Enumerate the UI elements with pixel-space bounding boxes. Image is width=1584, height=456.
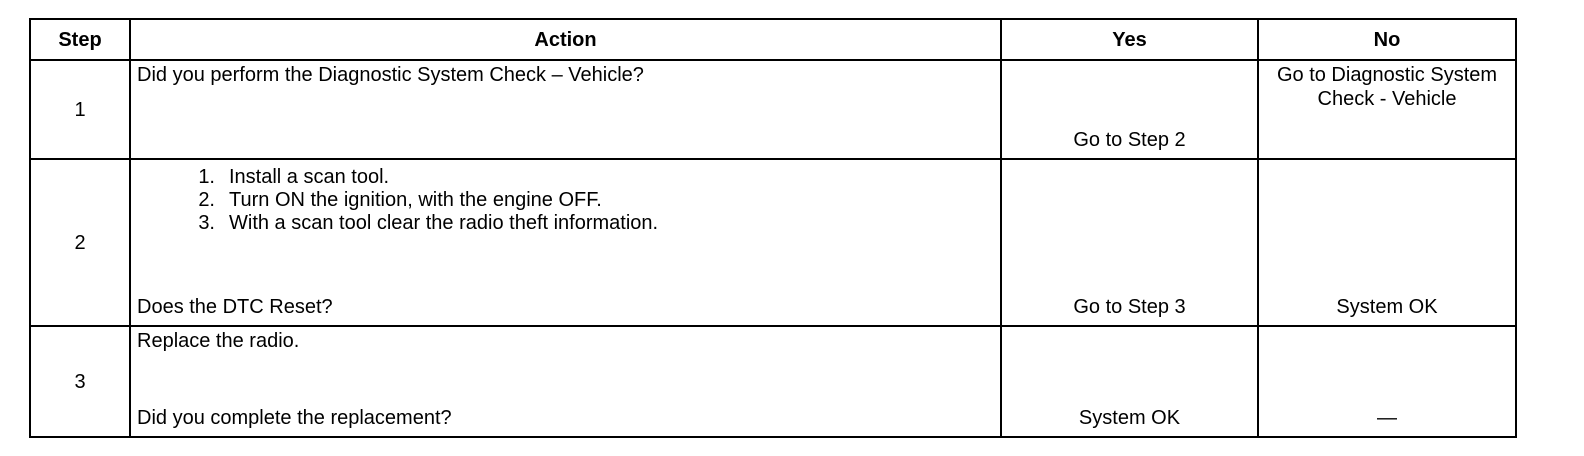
no-cell: Go to Diagnostic System Check - Vehicle <box>1258 60 1516 159</box>
list-item <box>137 212 994 235</box>
header-yes: Yes <box>1001 19 1258 60</box>
yes-cell: System OK <box>1001 326 1258 437</box>
action-instruction: Replace the radio. <box>137 330 300 352</box>
table-row <box>30 326 1516 437</box>
no-cell: System OK <box>1258 159 1516 326</box>
table-row <box>30 159 1516 326</box>
list-item-number: 1. <box>198 166 215 188</box>
action-question: Did you perform the Diagnostic System Check – Vehicle? <box>137 64 644 86</box>
step-number: 1 <box>30 60 130 159</box>
action-question: Does the DTC Reset? <box>137 296 333 318</box>
yes-cell: Go to Step 3 <box>1001 159 1258 326</box>
header-no: No <box>1258 19 1516 60</box>
instruction-list <box>137 166 994 235</box>
list-item-text: With a scan tool clear the radio theft information. <box>229 212 659 234</box>
table-row <box>30 60 1516 159</box>
action-question: Did you complete the replacement? <box>137 407 452 429</box>
list-item-text: Install a scan tool. <box>229 166 390 188</box>
list-item-text: Turn ON the ignition, with the engine OFF. <box>229 189 602 211</box>
action-cell <box>130 159 1001 326</box>
yes-cell: Go to Step 2 <box>1001 60 1258 159</box>
diagnostic-table <box>29 18 1517 438</box>
action-cell <box>130 326 1001 437</box>
no-cell: — <box>1258 326 1516 437</box>
step-number: 3 <box>30 326 130 437</box>
action-cell <box>130 60 1001 159</box>
list-item <box>137 189 994 212</box>
list-item <box>137 166 994 189</box>
header-action: Action <box>130 19 1001 60</box>
list-item-number: 3. <box>198 212 215 234</box>
step-number: 2 <box>30 159 130 326</box>
header-step: Step <box>30 19 130 60</box>
list-item-number: 2. <box>198 189 215 211</box>
header-row <box>30 19 1516 60</box>
